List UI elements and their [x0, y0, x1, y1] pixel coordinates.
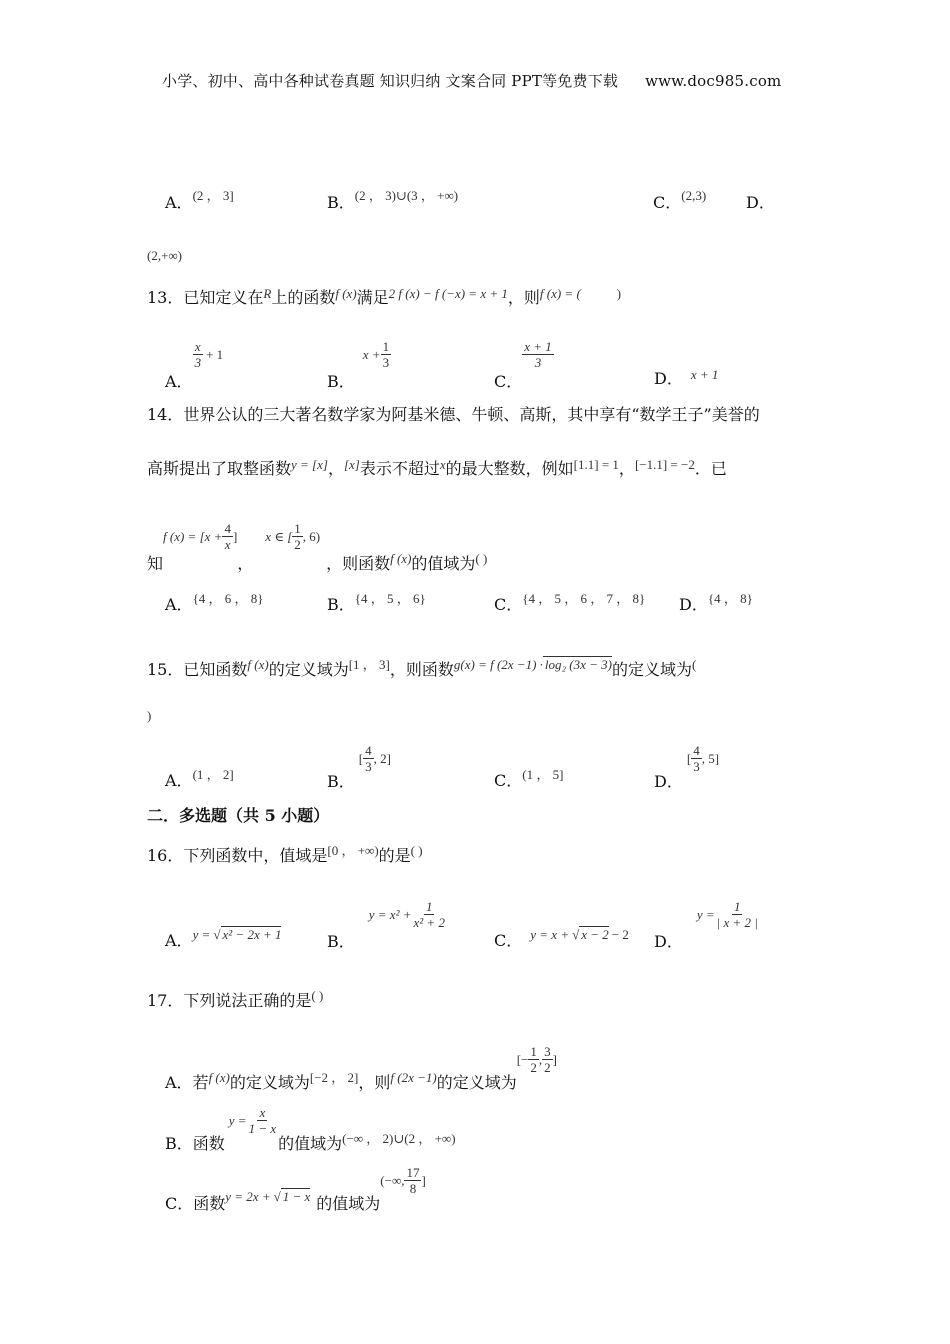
math: x + [362, 347, 381, 362]
numerator: x [259, 1105, 266, 1120]
q13-option-b [327, 339, 391, 391]
option-label: B． [327, 193, 355, 212]
option-label: C． [494, 372, 523, 391]
fraction [715, 900, 760, 929]
math: y = 2x + [225, 1189, 271, 1204]
math: f (2x −1) [390, 1070, 437, 1085]
q12-option-c [653, 190, 706, 213]
stem-text: ， [237, 554, 254, 573]
math: y = [696, 907, 715, 922]
option-value: (2 ， 3)∪(3 ， +∞) [354, 188, 459, 203]
math: log₂ (3x − 3) [544, 657, 612, 672]
stem-text: 高斯提出了取整函数 [147, 459, 292, 478]
math: R [263, 286, 272, 301]
math: , [538, 1052, 543, 1067]
option-value: (2,3) [681, 188, 707, 203]
option-label: B． [327, 595, 355, 614]
option-label: B．函数 [165, 1134, 225, 1153]
stem-text: 下列函数中，值域是 [183, 846, 328, 865]
math: , 6) [302, 529, 321, 544]
stem-text: 的定义域为 [612, 660, 693, 679]
q13-option-a [165, 339, 224, 391]
math: f (x) = ( [539, 286, 581, 301]
numerator: 4 [365, 743, 372, 758]
option-label: D． [654, 932, 683, 951]
q14-stem-line1: 14．世界公认的三大著名数学家为阿基米德、牛顿、高斯，其中享有“数学王子”美誉的 [147, 405, 760, 424]
numerator: 1 [425, 899, 433, 914]
stem-text: 的值域为 [411, 554, 476, 573]
stem-text: ， [327, 459, 344, 478]
math: (−∞, [380, 1173, 405, 1188]
option-label: D． [679, 595, 708, 614]
math: y = x² + [368, 907, 412, 922]
stem-text: 的值域为 [278, 1134, 343, 1153]
option-label: C．函数 [165, 1194, 226, 1213]
stem-text: 的最大整数，例如 [445, 459, 574, 478]
denominator: 3 [534, 355, 542, 370]
option-value: {4 ， 8} [707, 591, 753, 606]
denominator: x [224, 537, 231, 552]
math: f (x) [390, 551, 412, 566]
math: x [439, 457, 446, 472]
denominator: 2 [544, 1060, 551, 1075]
stem-text: ，则函数 [389, 660, 454, 679]
option-label: A． [165, 372, 193, 391]
math: [−1.1] = −2 [634, 457, 695, 472]
option-label: A． [165, 595, 193, 614]
header-banner [162, 70, 781, 91]
math: f (x) [208, 1070, 230, 1085]
option-label: A．若 [165, 1073, 209, 1092]
fraction [412, 900, 447, 929]
fraction [404, 1166, 421, 1195]
numerator: 17 [406, 1165, 420, 1180]
option-label: A． [165, 931, 193, 950]
q16-option-a: A．$^{y =}$ √ $^{x^2 - 2x + 1}$ [165, 927, 282, 950]
stem-text: 上的函数 [271, 288, 336, 307]
math: y = [x] [291, 457, 328, 472]
math: f (x) [335, 286, 357, 301]
numerator: 1 [733, 899, 741, 914]
q12-option-d-label [746, 190, 775, 213]
fraction [542, 1045, 553, 1074]
stem-text: 知 [147, 554, 164, 573]
math: y = [192, 927, 211, 942]
math: − 2 [611, 927, 629, 942]
option-value: {4 ， 6 ， 8} [192, 591, 264, 606]
q13-option-d [654, 366, 718, 389]
option-value: {4 ， 5 ， 6} [354, 591, 426, 606]
math: y = x + [530, 927, 570, 942]
option-label: C． [494, 931, 523, 950]
option-value: x + 1 [690, 367, 719, 382]
option-label: C． [494, 595, 523, 614]
q15-option-a [165, 768, 234, 791]
q15-option-b [327, 743, 391, 791]
denominator: 3 [693, 759, 700, 774]
q13-option-c [494, 339, 554, 391]
numerator: 1 [382, 339, 390, 354]
math: [− [516, 1052, 529, 1067]
q16-option-d [654, 899, 760, 951]
q14-stem-line3 [147, 521, 488, 573]
math: + 1 [206, 347, 224, 362]
stem-text: ， [618, 459, 635, 478]
math: y = [228, 1113, 247, 1128]
q16-option-b [327, 899, 447, 951]
option-label: D． [746, 193, 775, 212]
stem-text: ，则 [507, 288, 540, 307]
numerator: x [194, 339, 201, 354]
math: g(x) = f (2x −1) · [453, 657, 543, 672]
stem-text: ．已 [694, 459, 727, 478]
option-label: B． [327, 372, 355, 391]
math: x − 2 [581, 927, 609, 942]
math: ( ) [311, 988, 324, 1003]
math: ] [421, 1173, 426, 1188]
fraction [193, 340, 204, 369]
stem-text: 表示不超过 [359, 459, 440, 478]
math: ( ) [475, 551, 488, 566]
question-number: 13． [147, 288, 184, 307]
option-value: (2 ， 3] [192, 188, 234, 203]
stem-text: 下列说法正确的是 [183, 991, 312, 1010]
denominator: 2 [294, 537, 301, 552]
fraction [292, 522, 303, 551]
fraction [381, 340, 392, 369]
math: [1.1] = 1 [573, 457, 619, 472]
q15-option-c [494, 768, 563, 791]
math: [ [686, 751, 692, 766]
option-label: A． [165, 193, 193, 212]
stem-text: ，则 [358, 1073, 391, 1092]
option-label: B． [327, 932, 355, 951]
denominator: 3 [365, 759, 372, 774]
math: ) [616, 286, 622, 301]
stem-text: 满足 [356, 288, 389, 307]
option-value: (1 ， 2] [192, 767, 234, 782]
option-label: B． [327, 772, 355, 791]
question-number: 17． [147, 991, 184, 1010]
fraction [222, 522, 233, 551]
numerator: 4 [224, 521, 231, 536]
option-label: D． [654, 772, 683, 791]
stem-text: 的定义域为 [268, 660, 349, 679]
question-number: 15． [147, 660, 184, 679]
fraction [522, 340, 554, 369]
math: [x] [343, 457, 360, 472]
math: [−2 ， 2] [309, 1070, 359, 1085]
math: x² − 2x + 1 [222, 927, 282, 942]
stem-text: 的值域为 [316, 1194, 381, 1213]
denominator: 3 [194, 355, 202, 370]
numerator: 1 [530, 1044, 537, 1059]
q12-option-d-value: (2,+∞) [147, 248, 183, 263]
q17-stem [147, 988, 323, 1011]
q13-stem [147, 285, 621, 308]
numerator: x + 1 [524, 339, 552, 354]
q14-option-c [494, 592, 645, 615]
numerator: 1 [294, 521, 301, 536]
header-url: www.doc985.com [645, 72, 782, 90]
question-number: 16． [147, 846, 184, 865]
header-text: 小学、初中、高中各种试卷真题 知识归纳 文案合同 PPT等免费下载 [162, 72, 619, 90]
stem-text: 的是 [378, 846, 411, 865]
option-value: {4 ， 5 ， 6 ， 7 ， 8} [522, 591, 646, 606]
stem-text: 的定义域为 [436, 1073, 517, 1092]
q14-option-a [165, 592, 264, 615]
denominator: 3 [382, 355, 390, 370]
q16-stem [147, 843, 423, 866]
option-label: D． [654, 369, 683, 388]
math: , 2] [373, 751, 391, 766]
math: 1 − x [282, 1189, 311, 1204]
q14-option-b [327, 592, 426, 615]
math: [ [358, 751, 364, 766]
math: ] [552, 1052, 557, 1067]
math: ] [232, 529, 238, 544]
denominator: | x + 2 | [716, 915, 758, 930]
stem-text: ，则函数 [326, 554, 391, 573]
q12-option-a [165, 190, 234, 213]
math: ( ) [410, 843, 423, 858]
q15-stem-close: ) [147, 708, 152, 723]
numerator: 3 [544, 1044, 551, 1059]
fraction [247, 1106, 279, 1135]
math: ( [692, 657, 697, 672]
q15-stem [147, 657, 696, 680]
section-title: 二．多选题（共 5 小题） [147, 806, 330, 825]
fraction [528, 1045, 539, 1074]
denominator: 1 − x [248, 1121, 277, 1136]
fraction [363, 744, 374, 773]
denominator: 2 [530, 1060, 537, 1075]
math: 2 f (x) − f (−x) = x + 1 [388, 286, 508, 301]
fraction [691, 744, 702, 773]
math: (−∞ ， 2)∪(2 ， +∞) [342, 1131, 456, 1146]
q12-option-b [327, 190, 458, 213]
numerator: 4 [693, 743, 700, 758]
q17-option-a [165, 1044, 557, 1092]
stem-text: 已知函数 [183, 660, 248, 679]
math: f (x) = [x + [163, 529, 223, 544]
q14-option-d [679, 592, 753, 615]
math: f (x) [247, 657, 269, 672]
option-value: (1 ， 5] [522, 767, 564, 782]
math: [1 ， 3] [348, 657, 390, 672]
math: [0 ， +∞) [327, 843, 379, 858]
math: , 5] [701, 751, 720, 766]
q14-stem-line2 [147, 456, 727, 479]
option-label: C． [653, 193, 682, 212]
denominator: 8 [409, 1181, 417, 1196]
denominator: x² + 2 [413, 915, 445, 930]
q17-option-c: C．函数$_{y = 2x +}$ $_√$ $_{1 - x}$ 的值域为(−∞, $\frac{17}{8}$ ] [165, 1165, 426, 1213]
option-label: A． [165, 771, 193, 790]
stem-text: 的定义域为 [229, 1073, 310, 1092]
option-label: C． [494, 771, 523, 790]
q15-option-d [654, 743, 720, 791]
stem-text: 已知定义在 [183, 288, 264, 307]
q16-option-c: C． $^{y = x +}$ √ $^{x - 2}$ $^{- 2}$ [494, 927, 629, 950]
math: x ∈ [ [265, 529, 293, 544]
